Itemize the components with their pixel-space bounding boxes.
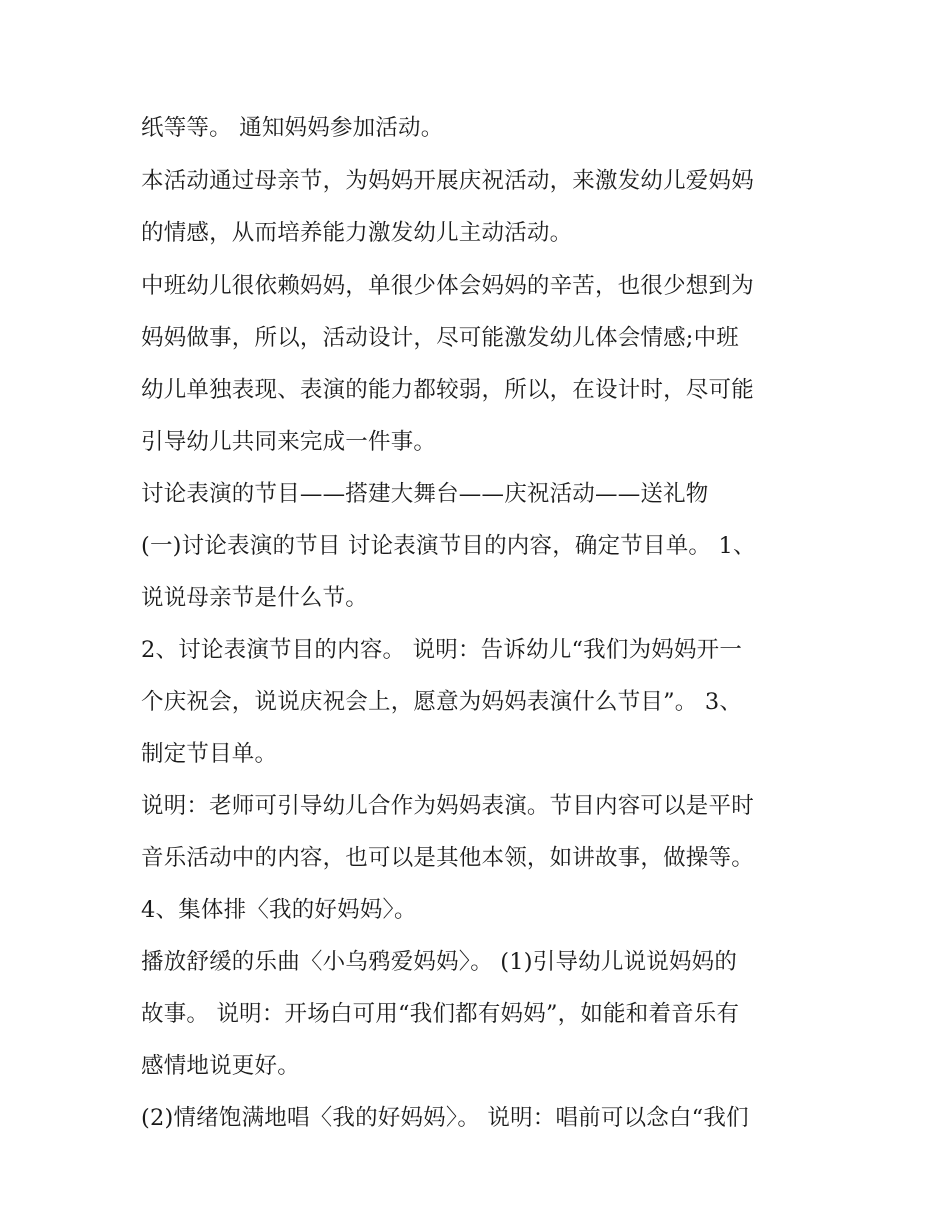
text-line: (2)情绪饱满地唱〈我的好妈妈〉。 说明：唱前可以念白“我们: [141, 1105, 749, 1131]
text-line: 播放舒缓的乐曲〈小乌鸦爱妈妈〉。 (1)引导幼儿说说妈妈的: [141, 949, 738, 975]
text-line: 音乐活动中的内容，也可以是其他本领，如讲故事，做操等。: [141, 845, 754, 871]
text-line: 说明：老师可引导幼儿合作为妈妈表演。节目内容可以是平时: [141, 793, 754, 819]
text-line: 故事。 说明：开场白可用“我们都有妈妈”，如能和着音乐有: [141, 1001, 740, 1027]
text-line: (一)讨论表演的节目 讨论表演节目的内容，确定节目单。 1、: [141, 533, 756, 559]
text-line: 妈妈做事，所以，活动设计，尽可能激发幼儿体会情感;中班: [141, 325, 739, 351]
text-line: 个庆祝会，说说庆祝会上，愿意为妈妈表演什么节目”。 3、: [141, 689, 743, 715]
text-line: 幼儿单独表现、表演的能力都较弱，所以，在设计时，尽可能: [141, 377, 754, 403]
text-line: 本活动通过母亲节，为妈妈开展庆祝活动，来激发幼儿爱妈妈: [141, 168, 754, 194]
text-line: 4、集体排〈我的好妈妈〉。: [141, 897, 417, 923]
text-line: 2、讨论表演节目的内容。 说明：告诉幼儿“我们为妈妈开一: [141, 637, 743, 663]
text-line: 讨论表演的节目——搭建大舞台——庆祝活动——送礼物: [141, 481, 709, 507]
text-line: 说说母亲节是什么节。: [141, 585, 369, 611]
text-line: 制定节目单。: [141, 741, 278, 767]
text-line: 中班幼儿很依赖妈妈，单很少体会妈妈的辛苦，也很少想到为: [141, 273, 754, 299]
text-line: 感情地说更好。: [141, 1053, 300, 1079]
text-line: 纸等等。 通知妈妈参加活动。: [141, 115, 444, 141]
text-line: 引导幼儿共同来完成一件事。: [141, 429, 437, 455]
text-line: 的情感，从而培养能力激发幼儿主动活动。: [141, 220, 573, 246]
